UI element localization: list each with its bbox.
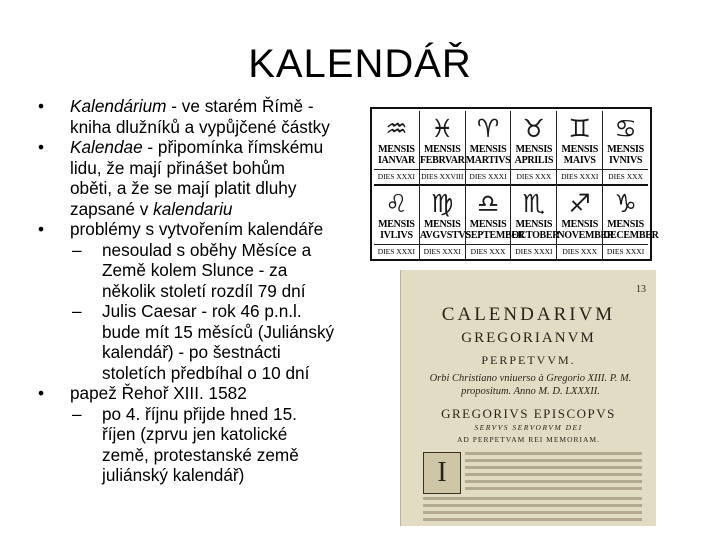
sub-bullet-october	[38, 404, 368, 486]
bullet-text: - připomínka římskému	[142, 137, 324, 157]
month-name: MENSIS IVNIVS	[607, 144, 644, 166]
sub-bullet-text: stoletích předbíhal o 10 dní	[102, 362, 310, 383]
sub-bullet-text: několik století rozdíl 79 dní	[102, 280, 306, 301]
month-name: MENSIS FEBRVAR	[419, 144, 465, 166]
month-name: MENSIS IVLIVS	[378, 219, 415, 241]
bullet-dot: •	[38, 137, 45, 157]
bullet-text: papež Řehoř XIII. 1582	[70, 383, 247, 403]
zodiac-row-1	[374, 111, 648, 186]
month-days: DIES XXXI	[420, 244, 465, 256]
term-kalendariu: kalendariu	[153, 198, 233, 219]
gregorian-calendar-page-image	[400, 270, 656, 526]
term-kalendae: Kalendae	[70, 137, 143, 157]
book-subtitle: Orbi Christiano vniuerso à Gregorio XIII. P. M. propositum. Anno M. D. LXXXII.	[429, 373, 632, 397]
bullet-text: oběti, a že se mají platit dluhy	[70, 178, 297, 198]
zodiac-cell	[465, 186, 525, 259]
month-name: MENSIS DECEMBER	[603, 219, 659, 241]
zodiac-cell	[603, 111, 648, 184]
month-name: MENSIS MARTIVS	[465, 144, 511, 166]
zodiac-sign-icon: ♏	[522, 189, 546, 218]
zodiac-cell	[466, 111, 512, 184]
bullet-pope	[38, 383, 368, 404]
sub-bullet-text: kalendář) - po šestnácti	[102, 342, 281, 362]
zodiac-cell	[374, 186, 420, 259]
month-name: MENSIS IANVAR	[377, 144, 415, 166]
bullet-text: kniha dlužníků a vypůjčené částky	[70, 116, 330, 137]
book-heading-gregorius: GREGORIVS EPISCOPVS	[441, 406, 616, 421]
sub-bullet-text: po 4. říjnu přijde hned 15.	[102, 403, 297, 424]
bullet-dot: •	[38, 383, 45, 403]
body-text-block-lower	[423, 497, 642, 525]
zodiac-sign-icon: ♎	[476, 189, 500, 218]
bullet-text: problémy s vytvořením kalendáře	[70, 219, 324, 239]
zodiac-row-2	[374, 186, 659, 259]
decorated-initial: I	[423, 452, 461, 494]
bullet-list	[38, 96, 368, 486]
book-title-line-2: GREGORIANVM	[461, 330, 596, 346]
zodiac-sign-icon: ♈	[476, 114, 500, 143]
sub-bullet-text: juliánský kalendář)	[102, 465, 245, 485]
month-name: MENSIS OCTOBER	[511, 219, 560, 241]
zodiac-sign-icon: ♍	[431, 189, 454, 218]
zodiac-sign-icon: ♊	[568, 114, 591, 143]
book-heading-servus: SERVVS SERVORVM DEI	[474, 423, 583, 432]
page-number: 13	[636, 284, 646, 295]
zodiac-sign-icon: ♓	[431, 114, 454, 143]
term-kalendarium: Kalendárium	[70, 96, 167, 116]
sub-bullet-text: říjen (zprvu jen katolické	[102, 424, 288, 444]
month-name: MENSIS SEPTEMBER	[465, 219, 525, 241]
book-heading-memoriam: AD PERPETVAM REI MEMORIAM.	[457, 435, 600, 444]
month-days: DIES XXXI	[374, 169, 419, 181]
bullet-text: lidu, že mají přinášet bohům	[70, 157, 285, 178]
zodiac-cell	[511, 111, 557, 184]
zodiac-sign-icon: ♉	[522, 114, 546, 143]
zodiac-cell	[557, 186, 614, 259]
zodiac-cell	[419, 186, 471, 259]
zodiac-sign-icon: ♋	[614, 114, 637, 143]
sub-bullet-dash: –	[72, 301, 82, 321]
month-days: DIES XXXI	[603, 244, 648, 256]
month-days: DIES XXX	[511, 169, 556, 181]
bullet-text: - ve starém Římě -	[166, 96, 314, 116]
zodiac-cell	[420, 111, 466, 184]
zodiac-sign-icon: ♌	[385, 189, 408, 218]
book-title-line-3: PERPETVVM.	[481, 353, 576, 367]
month-name: MENSIS MAIVS	[561, 144, 598, 166]
month-days: DIES XXX	[466, 244, 511, 256]
sub-bullet-caesar	[38, 301, 368, 383]
bullet-text: zapsané v	[70, 198, 154, 219]
bullet-dot: •	[38, 219, 45, 239]
zodiac-sign-icon: ♒	[385, 114, 408, 143]
zodiac-cell	[603, 186, 659, 259]
month-days: DIES XXX	[603, 169, 648, 181]
sub-bullet-dash: –	[72, 239, 82, 260]
sub-bullet-text: země, protestanské země	[102, 444, 299, 465]
month-days: DIES XXVIII	[420, 169, 465, 181]
month-days: DIES XXXI	[374, 244, 419, 256]
sub-bullet-dash: –	[72, 403, 82, 424]
zodiac-sign-icon: ♐	[568, 189, 591, 218]
sub-bullet-text: Julis Caesar - rok 46 p.n.l.	[102, 301, 302, 321]
sub-bullet-text: nesoulad s oběhy Měsíce a	[102, 239, 312, 260]
month-days: DIES XXXI	[466, 169, 511, 181]
zodiac-cell	[511, 186, 560, 259]
body-text-block	[465, 452, 642, 494]
month-name: MENSIS AVGVSTVS	[419, 219, 471, 241]
bullet-kalendarium	[38, 96, 368, 137]
slide-title: KALENDÁŘ	[248, 42, 472, 86]
sub-bullet-moon-earth	[38, 240, 368, 302]
sub-bullet-text: bude mít 15 měsíců (Juliánský	[102, 321, 335, 342]
month-days: DIES XXXI	[557, 169, 602, 181]
book-title-line-1: CALENDARIVM	[441, 304, 616, 325]
month-days: DIES XXXI	[511, 244, 556, 256]
month-name: MENSIS APRILIS	[514, 144, 554, 166]
bullet-problems	[38, 219, 368, 240]
zodiac-sign-icon: ♑	[614, 189, 637, 218]
zodiac-calendar-image	[370, 107, 659, 261]
month-days: DIES XXX	[557, 244, 602, 256]
sub-bullet-text: Země kolem Slunce - za	[102, 260, 288, 280]
zodiac-cell	[557, 111, 603, 184]
bullet-kalendae	[38, 137, 368, 219]
zodiac-cell	[374, 111, 420, 184]
month-name: MENSIS NOVEMBER	[557, 219, 614, 241]
bullet-dot: •	[38, 96, 45, 116]
